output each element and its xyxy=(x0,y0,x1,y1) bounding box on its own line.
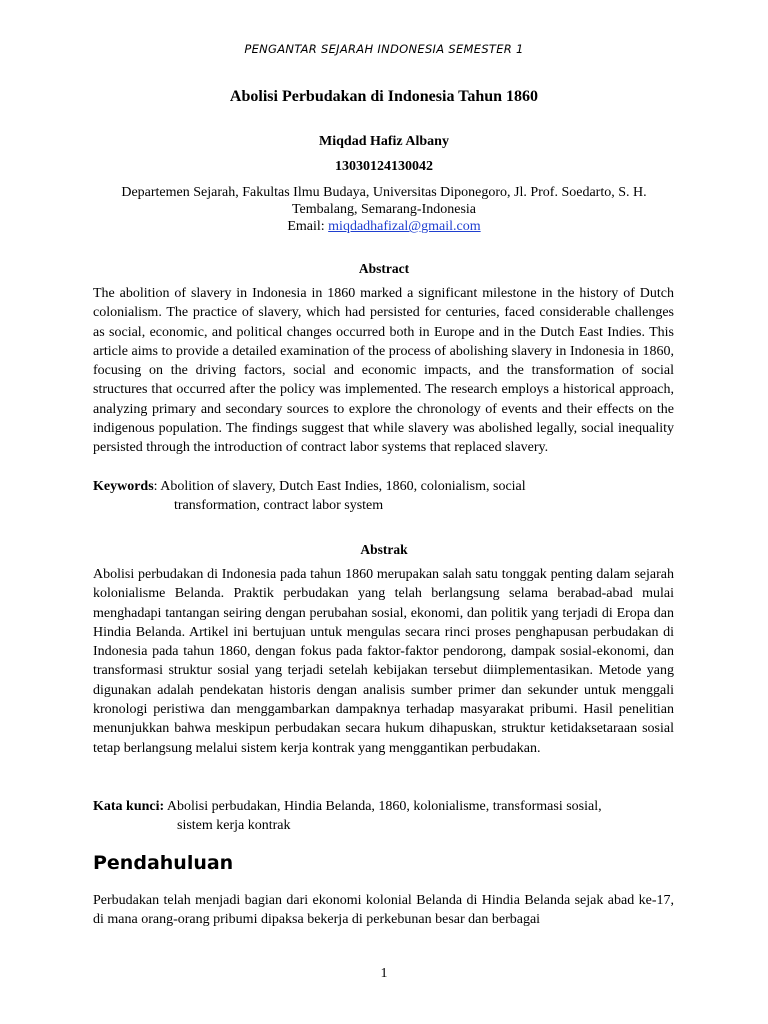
page-number: 1 xyxy=(380,966,388,981)
author-name: Miqdad Hafiz Albany xyxy=(319,134,449,149)
keywords-list-continued: transformation, contract labor system xyxy=(174,498,384,514)
paper-title: Abolisi Perbudakan di Indonesia Tahun 1860 xyxy=(229,88,539,105)
email-label: Email: xyxy=(287,219,329,234)
author-affiliation xyxy=(88,184,680,235)
kata-kunci-list: Abolisi perbudakan, Hindia Belanda, 1860, kolonialisme, transformasi sosial, xyxy=(164,799,602,814)
kata-kunci-label: Kata kunci: xyxy=(93,799,165,814)
introduction-heading: Pendahuluan xyxy=(93,852,234,874)
email-link[interactable]: miqdadhafizal@gmail.com xyxy=(328,219,481,234)
keywords-label: Keywords xyxy=(93,479,154,494)
kata-kunci-list-continued: sistem kerja kontrak xyxy=(177,818,291,834)
abstrak-heading: Abstrak xyxy=(360,542,408,557)
running-header: PENGANTAR SEJARAH INDONESIA SEMESTER 1 xyxy=(244,42,524,56)
abstract-heading: Abstract xyxy=(358,261,410,276)
abstrak-body: Abolisi perbudakan di Indonesia pada tahun 1860 merupakan salah satu tonggak penting dalam sejarah kolonialisme Belanda. Praktik perbudakan yang telah berlangsung selama berabad-abad mulai menghadapi tantangan seiring dengan perubahan sosial, ekonomi, dan politik yang terjadi di Eropa dan Hindia Belanda. Artikel ini bertujuan untuk mengulas secara rinci proses penghapusan perbudakan di Indonesia pada tahun 1860, dengan fokus pada faktor-faktor pendorong, dampak sosial-ekonomi, dan transformasi struktur sosial yang terjadi setelah kebijakan tersebut diimplementasikan. Metode yang digunakan adalah pendekatan historis dengan analisis sumber primer dan sekunder untuk menggali kronologi peristiwa dan menggambarkan dampaknya terhadap masyarakat pribumi. Hasil penelitian menunjukkan bahwa meskipun perbudakan secara hukum dihapuskan, struktur ketidaksetaraan sosial tetap berlangsung melalui sistem kerja kontrak yang menggantikan perbudakan. xyxy=(93,567,674,756)
abstrak-keywords xyxy=(93,797,683,836)
student-id: 13030124130042 xyxy=(335,159,433,174)
abstract-body: The abolition of slavery in Indonesia in 1860 marked a significant milestone in the history of Dutch colonialism. The practice of slavery, which had persisted for centuries, faced considerable challenges as social, economic, and political changes occurred both in Europe and in the Dutch East Indies. This article aims to provide a detailed examination of the process of abolishing slavery in Indonesia in 1860, focusing on the driving factors, social and economic impacts, and the transformation of social structures that occurred after the policy was implemented. The research employs a historical approach, analyzing primary and secondary sources to explore the chronology of events and their effects on the indigenous population. The findings suggest that while slavery was abolished legally, social inequality persisted through the introduction of contract labor systems that replaced slavery. xyxy=(93,286,674,456)
keywords-list: : Abolition of slavery, Dutch East Indies, 1860, colonialism, social xyxy=(153,479,526,494)
affiliation-text: Departemen Sejarah, Fakultas Ilmu Budaya, Universitas Diponegoro, Jl. Prof. Soedarto, S. H. Tembalang, Semarang-Indonesia xyxy=(121,185,647,217)
abstract-keywords xyxy=(93,477,683,516)
introduction-body: Perbudakan telah menjadi bagian dari ekonomi kolonial Belanda di Hindia Belanda sejak abad ke-17, di mana orang-orang pribumi dipaksa bekerja di perkebunan besar dan berbagai xyxy=(93,893,674,928)
